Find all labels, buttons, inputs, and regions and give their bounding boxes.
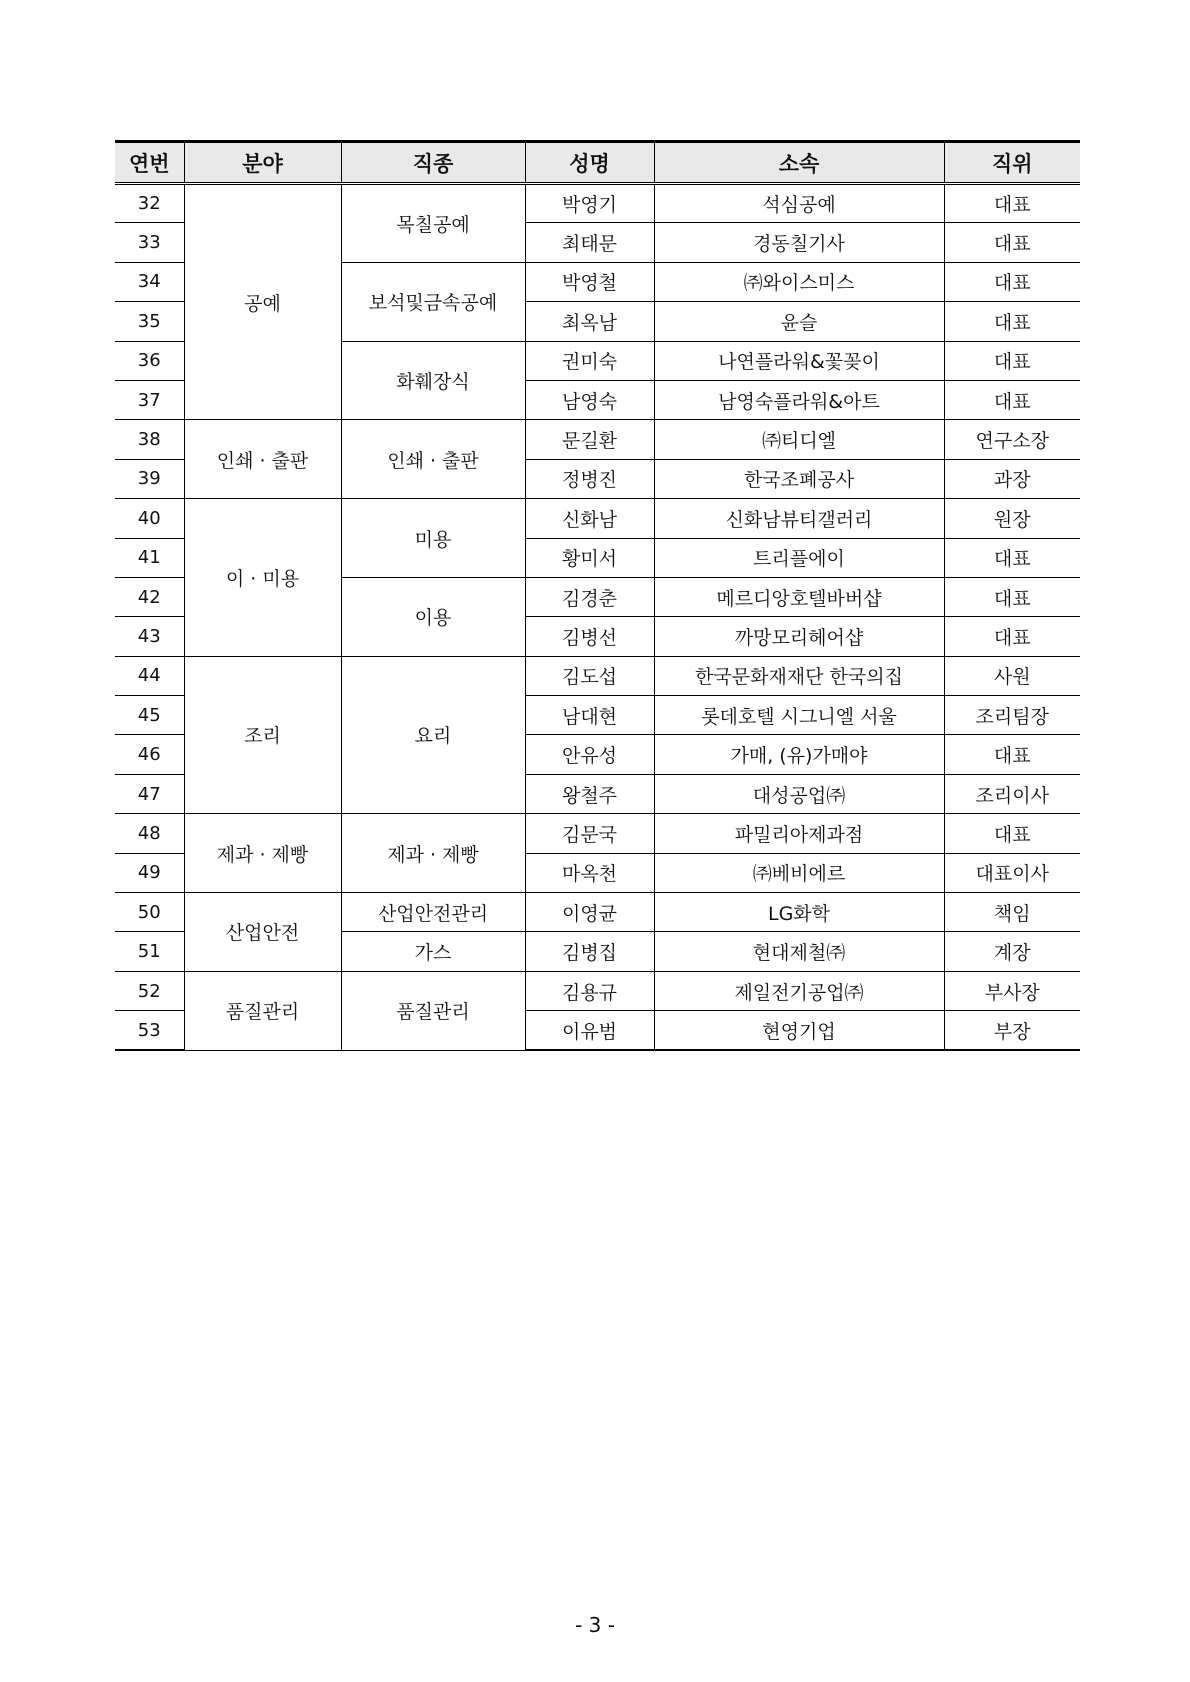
position-cell: 연구소장 [944, 420, 1080, 459]
person-name: 마옥천 [525, 853, 654, 892]
position-cell: 조리이사 [944, 774, 1080, 813]
row-number: 33 [115, 223, 184, 262]
table-row [115, 184, 1080, 223]
organization-cell: 신화남뷰티갤러리 [654, 499, 944, 538]
trade-cell: 산업안전관리 [341, 893, 525, 932]
table-header [115, 142, 1080, 184]
field-cell: 조리 [184, 656, 341, 814]
trade-cell: 화훼장식 [341, 341, 525, 420]
table-row [115, 814, 1080, 853]
row-number: 51 [115, 932, 184, 971]
person-name: 김용규 [525, 971, 654, 1010]
person-name: 황미서 [525, 538, 654, 577]
trade-cell: 제과 · 제빵 [341, 814, 525, 893]
position-cell: 책임 [944, 893, 1080, 932]
person-name: 김병선 [525, 617, 654, 656]
person-name: 왕철주 [525, 774, 654, 813]
table-row [115, 893, 1080, 932]
row-number: 38 [115, 420, 184, 459]
person-name: 박영철 [525, 262, 654, 301]
position-cell: 대표 [944, 184, 1080, 223]
trade-cell: 인쇄 · 출판 [341, 420, 525, 499]
organization-cell: 경동칠기사 [654, 223, 944, 262]
field-cell: 제과 · 제빵 [184, 814, 341, 893]
organization-cell: ㈜베비에르 [654, 853, 944, 892]
position-cell: 대표 [944, 577, 1080, 616]
field-cell: 품질관리 [184, 971, 341, 1050]
position-cell: 대표 [944, 735, 1080, 774]
person-name: 문길환 [525, 420, 654, 459]
row-number: 45 [115, 696, 184, 735]
person-name: 이유범 [525, 1011, 654, 1050]
header-trade: 직종 [341, 142, 525, 184]
field-cell: 산업안전 [184, 893, 341, 972]
person-name: 남대현 [525, 696, 654, 735]
position-cell: 부장 [944, 1011, 1080, 1050]
table-body [115, 184, 1080, 1051]
organization-cell: 파밀리아제과점 [654, 814, 944, 853]
row-number: 47 [115, 774, 184, 813]
page-number: - 3 - [575, 1613, 615, 1637]
person-name: 김병집 [525, 932, 654, 971]
table-row [115, 499, 1080, 538]
row-number: 37 [115, 380, 184, 419]
person-name: 김경춘 [525, 577, 654, 616]
position-cell: 계장 [944, 932, 1080, 971]
person-name: 이영균 [525, 893, 654, 932]
header-number: 연번 [115, 142, 184, 184]
row-number: 48 [115, 814, 184, 853]
person-name: 최태문 [525, 223, 654, 262]
row-number: 39 [115, 459, 184, 498]
header-name: 성명 [525, 142, 654, 184]
organization-cell: 한국조폐공사 [654, 459, 944, 498]
organization-cell: LG화학 [654, 893, 944, 932]
organization-cell: 까망모리헤어샵 [654, 617, 944, 656]
row-number: 35 [115, 302, 184, 341]
position-cell: 대표 [944, 223, 1080, 262]
organization-cell: 윤슬 [654, 302, 944, 341]
position-cell: 대표 [944, 262, 1080, 301]
organization-cell: ㈜와이스미스 [654, 262, 944, 301]
header-row [115, 142, 1080, 184]
table-row [115, 971, 1080, 1010]
row-number: 50 [115, 893, 184, 932]
organization-cell: 한국문화재재단 한국의집 [654, 656, 944, 695]
organization-cell: 롯데호텔 시그니엘 서울 [654, 696, 944, 735]
organization-cell: 석심공예 [654, 184, 944, 223]
person-name: 안유성 [525, 735, 654, 774]
organization-cell: 가매, (유)가매야 [654, 735, 944, 774]
trade-cell: 요리 [341, 656, 525, 814]
person-name: 정병진 [525, 459, 654, 498]
field-cell: 공예 [184, 184, 341, 420]
position-cell: 대표이사 [944, 853, 1080, 892]
header-field: 분야 [184, 142, 341, 184]
person-name: 권미숙 [525, 341, 654, 380]
trade-cell: 목칠공예 [341, 184, 525, 263]
trade-cell: 보석및금속공예 [341, 262, 525, 341]
row-number: 36 [115, 341, 184, 380]
position-cell: 대표 [944, 302, 1080, 341]
position-cell: 대표 [944, 617, 1080, 656]
position-cell: 조리팀장 [944, 696, 1080, 735]
row-number: 43 [115, 617, 184, 656]
organization-cell: 현대제철㈜ [654, 932, 944, 971]
row-number: 41 [115, 538, 184, 577]
organization-cell: 메르디앙호텔바버샵 [654, 577, 944, 616]
organization-cell: 대성공업㈜ [654, 774, 944, 813]
position-cell: 원장 [944, 499, 1080, 538]
row-number: 44 [115, 656, 184, 695]
organization-cell: 나연플라워&꽃꽂이 [654, 341, 944, 380]
row-number: 49 [115, 853, 184, 892]
trade-cell: 품질관리 [341, 971, 525, 1050]
organization-cell: 남영숙플라워&아트 [654, 380, 944, 419]
header-position: 직위 [944, 142, 1080, 184]
person-name: 신화남 [525, 499, 654, 538]
organization-cell: ㈜티디엘 [654, 420, 944, 459]
person-name: 김문국 [525, 814, 654, 853]
position-cell: 대표 [944, 380, 1080, 419]
row-number: 32 [115, 184, 184, 223]
trade-cell: 이용 [341, 577, 525, 656]
position-cell: 대표 [944, 341, 1080, 380]
row-number: 53 [115, 1011, 184, 1050]
person-name: 박영기 [525, 184, 654, 223]
position-cell: 대표 [944, 538, 1080, 577]
position-cell: 과장 [944, 459, 1080, 498]
organization-cell: 트리플에이 [654, 538, 944, 577]
organization-cell: 현영기업 [654, 1011, 944, 1050]
trade-cell: 미용 [341, 499, 525, 578]
field-cell: 인쇄 · 출판 [184, 420, 341, 499]
row-number: 46 [115, 735, 184, 774]
position-cell: 부사장 [944, 971, 1080, 1010]
trade-cell: 가스 [341, 932, 525, 971]
organization-cell: 제일전기공업㈜ [654, 971, 944, 1010]
position-cell: 사원 [944, 656, 1080, 695]
roster-table [115, 140, 1080, 1051]
person-name: 최옥남 [525, 302, 654, 341]
position-cell: 대표 [944, 814, 1080, 853]
row-number: 40 [115, 499, 184, 538]
field-cell: 이 · 미용 [184, 499, 341, 657]
row-number: 52 [115, 971, 184, 1010]
table-row [115, 656, 1080, 695]
person-name: 남영숙 [525, 380, 654, 419]
person-name: 김도섭 [525, 656, 654, 695]
header-organization: 소속 [654, 142, 944, 184]
table-row [115, 420, 1080, 459]
row-number: 34 [115, 262, 184, 301]
row-number: 42 [115, 577, 184, 616]
